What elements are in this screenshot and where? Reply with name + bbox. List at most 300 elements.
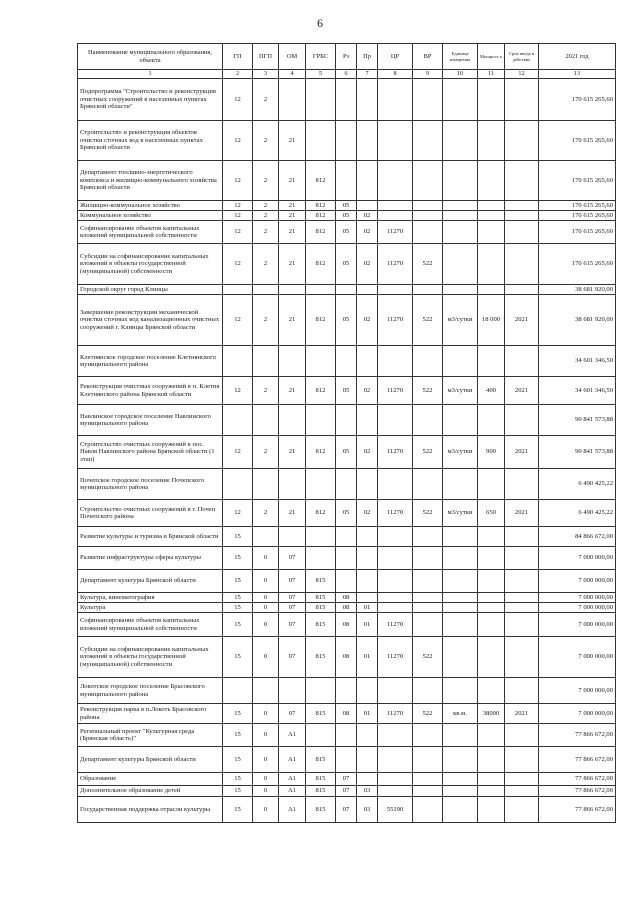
row-amount-cell: 38 681 920,00 (539, 295, 616, 346)
row-detail-cell (478, 346, 505, 377)
row-code-cell: 812 (306, 161, 336, 201)
index-cell: 4 (279, 70, 306, 79)
row-detail-cell: 650 (478, 500, 505, 527)
row-detail-cell: 2021 (505, 500, 539, 527)
index-cell: 8 (378, 70, 413, 79)
row-code-cell: 02 (357, 500, 378, 527)
row-amount-cell: 38 681 920,00 (539, 285, 616, 295)
table-row (78, 295, 616, 346)
table-row (78, 377, 616, 405)
row-code-cell (378, 121, 413, 161)
row-code-cell (336, 469, 357, 500)
row-code-cell: 07 (279, 603, 306, 613)
row-name-cell: Навлинское городское поселение Навлинского муниципального района (78, 405, 223, 436)
row-code-cell (357, 547, 378, 570)
row-code-cell (357, 469, 378, 500)
row-code-cell: 812 (306, 221, 336, 244)
row-amount-cell: 170 615 265,60 (539, 79, 616, 121)
row-amount-cell: 77 866 672,00 (539, 724, 616, 747)
table-row (78, 603, 616, 613)
row-detail-cell: 2021 (505, 295, 539, 346)
row-detail-cell (443, 797, 478, 823)
row-code-cell (413, 603, 443, 613)
row-code-cell: 815 (306, 747, 336, 773)
row-detail-cell: м3/сутки (443, 377, 478, 405)
row-code-cell (336, 121, 357, 161)
row-code-cell: 01 (357, 613, 378, 637)
row-code-cell (306, 527, 336, 547)
row-detail-cell (443, 613, 478, 637)
row-detail-cell: кв.м. (443, 704, 478, 724)
row-code-cell (378, 161, 413, 201)
row-code-cell: 07 (279, 613, 306, 637)
header-grbs: ГРБС (306, 44, 336, 70)
row-detail-cell (505, 201, 539, 211)
row-code-cell: 21 (279, 221, 306, 244)
row-amount-cell: 34 601 346,50 (539, 346, 616, 377)
row-code-cell (336, 79, 357, 121)
row-code-cell: 0 (253, 547, 279, 570)
row-code-cell: 02 (357, 436, 378, 469)
row-code-cell: 11270 (378, 377, 413, 405)
row-code-cell (357, 678, 378, 704)
row-detail-cell (505, 79, 539, 121)
row-code-cell: 0 (253, 637, 279, 678)
row-code-cell (378, 201, 413, 211)
row-detail-cell (505, 211, 539, 221)
row-code-cell (336, 161, 357, 201)
row-detail-cell (478, 613, 505, 637)
row-code-cell (378, 786, 413, 797)
row-code-cell: 522 (413, 436, 443, 469)
row-code-cell (413, 405, 443, 436)
row-detail-cell (478, 285, 505, 295)
row-code-cell: 05 (336, 211, 357, 221)
row-code-cell (378, 593, 413, 603)
row-code-cell (336, 747, 357, 773)
row-code-cell (306, 79, 336, 121)
row-code-cell: 21 (279, 201, 306, 211)
row-code-cell: A1 (279, 747, 306, 773)
row-detail-cell (443, 244, 478, 285)
row-detail-cell (505, 244, 539, 285)
row-code-cell (413, 527, 443, 547)
row-detail-cell: 2021 (505, 377, 539, 405)
row-amount-cell: 170 615 265,60 (539, 221, 616, 244)
row-code-cell: 2 (253, 161, 279, 201)
row-code-cell (413, 469, 443, 500)
row-code-cell: 11270 (378, 637, 413, 678)
page-number: 6 (317, 16, 323, 30)
table-body (78, 79, 616, 823)
row-code-cell: 05 (336, 377, 357, 405)
table-row (78, 121, 616, 161)
row-detail-cell: 2021 (505, 704, 539, 724)
table-row (78, 79, 616, 121)
row-code-cell (357, 405, 378, 436)
row-code-cell: 15 (223, 570, 253, 593)
header-capacity: Мощност ь (478, 44, 505, 70)
row-code-cell (223, 285, 253, 295)
row-code-cell: 522 (413, 637, 443, 678)
row-amount-cell: 90 841 573,88 (539, 405, 616, 436)
row-code-cell: 05 (336, 436, 357, 469)
row-code-cell (378, 79, 413, 121)
row-code-cell (336, 346, 357, 377)
row-detail-cell (505, 285, 539, 295)
row-code-cell (279, 527, 306, 547)
row-code-cell: 05 (336, 500, 357, 527)
row-name-cell: Жилищно-коммунальное хозяйство (78, 201, 223, 211)
row-code-cell: 12 (223, 244, 253, 285)
row-code-cell: 12 (223, 211, 253, 221)
row-code-cell: 02 (357, 244, 378, 285)
row-detail-cell: 2021 (505, 436, 539, 469)
row-code-cell: 15 (223, 547, 253, 570)
row-detail-cell (478, 469, 505, 500)
row-code-cell (336, 724, 357, 747)
row-detail-cell (505, 221, 539, 244)
table-row (78, 747, 616, 773)
row-detail-cell (505, 469, 539, 500)
row-code-cell: 815 (306, 613, 336, 637)
row-code-cell (378, 547, 413, 570)
row-code-cell: 0 (253, 704, 279, 724)
row-code-cell (223, 405, 253, 436)
row-detail-cell (478, 221, 505, 244)
row-code-cell: 2 (253, 79, 279, 121)
row-detail-cell (443, 527, 478, 547)
row-detail-cell (443, 678, 478, 704)
table-row (78, 797, 616, 823)
row-amount-cell: 7 000 000,00 (539, 603, 616, 613)
row-code-cell: 01 (357, 603, 378, 613)
row-code-cell (413, 79, 443, 121)
row-code-cell: 815 (306, 570, 336, 593)
row-code-cell: 05 (336, 201, 357, 211)
row-code-cell (413, 747, 443, 773)
row-code-cell (378, 527, 413, 547)
row-detail-cell (505, 613, 539, 637)
row-code-cell (378, 346, 413, 377)
row-code-cell: 815 (306, 704, 336, 724)
row-code-cell: 12 (223, 221, 253, 244)
row-detail-cell (478, 593, 505, 603)
row-code-cell: 15 (223, 786, 253, 797)
row-detail-cell (443, 786, 478, 797)
row-amount-cell: 7 000 000,00 (539, 637, 616, 678)
header-cr: ЦР (378, 44, 413, 70)
row-detail-cell (505, 547, 539, 570)
row-amount-cell: 170 615 265,60 (539, 121, 616, 161)
row-amount-cell: 7 000 000,00 (539, 613, 616, 637)
index-cell: 2 (223, 70, 253, 79)
row-code-cell (413, 570, 443, 593)
row-detail-cell (478, 797, 505, 823)
index-cell: 10 (443, 70, 478, 79)
row-code-cell: 11270 (378, 244, 413, 285)
row-detail-cell (478, 244, 505, 285)
row-code-cell: 15 (223, 527, 253, 547)
row-code-cell: 15 (223, 637, 253, 678)
header-name: Наименование муниципального образования, объекта (78, 44, 223, 70)
row-amount-cell: 170 615 265,60 (539, 161, 616, 201)
row-code-cell: 08 (336, 637, 357, 678)
row-detail-cell: м3/сутки (443, 436, 478, 469)
row-detail-cell (478, 724, 505, 747)
row-name-cell: Субсидии на софинансирование капитальных вложений в объекты государственной (муниципальной) собственности (78, 244, 223, 285)
row-code-cell: 2 (253, 121, 279, 161)
row-detail-cell (478, 79, 505, 121)
row-code-cell (223, 678, 253, 704)
row-code-cell: 11270 (378, 221, 413, 244)
row-code-cell: 2 (253, 201, 279, 211)
row-detail-cell (505, 570, 539, 593)
header-deadline: Срок ввода в действие (505, 44, 539, 70)
row-code-cell: 15 (223, 797, 253, 823)
row-code-cell (306, 285, 336, 295)
row-code-cell (336, 678, 357, 704)
row-amount-cell: 6 490 425,22 (539, 469, 616, 500)
row-code-cell (357, 285, 378, 295)
row-detail-cell (505, 678, 539, 704)
row-code-cell: A1 (279, 724, 306, 747)
row-code-cell (253, 469, 279, 500)
index-cell: 13 (539, 70, 616, 79)
row-code-cell (279, 79, 306, 121)
row-code-cell: 07 (279, 547, 306, 570)
index-cell: 6 (336, 70, 357, 79)
row-code-cell: 522 (413, 295, 443, 346)
row-code-cell (378, 211, 413, 221)
row-code-cell (357, 201, 378, 211)
table-row (78, 500, 616, 527)
row-code-cell: 12 (223, 79, 253, 121)
row-code-cell: 11270 (378, 436, 413, 469)
row-code-cell (279, 346, 306, 377)
row-code-cell: 812 (306, 436, 336, 469)
row-detail-cell (443, 593, 478, 603)
row-detail-cell: м3/сутки (443, 295, 478, 346)
row-code-cell: 03 (357, 797, 378, 823)
row-code-cell (413, 593, 443, 603)
table-row (78, 593, 616, 603)
row-code-cell: 815 (306, 593, 336, 603)
row-detail-cell (443, 469, 478, 500)
row-code-cell (253, 678, 279, 704)
row-code-cell (336, 547, 357, 570)
row-detail-cell (443, 161, 478, 201)
row-code-cell: 15 (223, 603, 253, 613)
row-code-cell: 0 (253, 570, 279, 593)
row-code-cell (413, 201, 443, 211)
row-detail-cell: 18 000 (478, 295, 505, 346)
row-amount-cell: 77 866 672,00 (539, 786, 616, 797)
row-code-cell: 12 (223, 121, 253, 161)
row-amount-cell: 84 866 672,00 (539, 527, 616, 547)
row-code-cell: 815 (306, 797, 336, 823)
row-code-cell (413, 613, 443, 637)
table-row (78, 211, 616, 221)
row-detail-cell (478, 747, 505, 773)
row-detail-cell (505, 747, 539, 773)
table-row (78, 244, 616, 285)
row-code-cell: A1 (279, 797, 306, 823)
row-code-cell: 12 (223, 201, 253, 211)
row-code-cell: 02 (357, 221, 378, 244)
index-cell: 1 (78, 70, 223, 79)
row-code-cell: 0 (253, 593, 279, 603)
row-code-cell: 15 (223, 593, 253, 603)
row-code-cell (413, 786, 443, 797)
row-code-cell (413, 211, 443, 221)
row-code-cell: 12 (223, 161, 253, 201)
row-name-cell: Департамент топливно-энергетического комплекса и жилищно-коммунального хозяйства Брянской области (78, 161, 223, 201)
row-detail-cell (478, 161, 505, 201)
index-row (78, 70, 616, 79)
row-detail-cell (443, 79, 478, 121)
row-name-cell: Региональный проект "Культурная среда (Брянская область)" (78, 724, 223, 747)
table-row (78, 405, 616, 436)
row-code-cell (413, 773, 443, 786)
table-row (78, 285, 616, 295)
row-code-cell: 0 (253, 747, 279, 773)
row-code-cell (378, 747, 413, 773)
row-amount-cell: 170 615 265,60 (539, 244, 616, 285)
row-code-cell (253, 285, 279, 295)
row-detail-cell (505, 773, 539, 786)
row-code-cell (413, 221, 443, 244)
row-code-cell: 522 (413, 704, 443, 724)
header-om: ОМ (279, 44, 306, 70)
row-code-cell: 03 (357, 786, 378, 797)
row-code-cell: 21 (279, 161, 306, 201)
row-code-cell: 11270 (378, 295, 413, 346)
index-cell: 9 (413, 70, 443, 79)
row-name-cell: Софинансирование объектов капитальных вложений муниципальной собственности (78, 613, 223, 637)
index-cell: 11 (478, 70, 505, 79)
header-pgp: ПГП (253, 44, 279, 70)
row-code-cell (378, 603, 413, 613)
row-detail-cell (505, 121, 539, 161)
row-code-cell (413, 121, 443, 161)
row-code-cell: 05 (336, 244, 357, 285)
row-code-cell (357, 79, 378, 121)
table-row (78, 469, 616, 500)
row-code-cell (378, 285, 413, 295)
row-code-cell (357, 570, 378, 593)
row-code-cell (223, 469, 253, 500)
row-detail-cell (505, 603, 539, 613)
row-amount-cell: 6 490 425,22 (539, 500, 616, 527)
row-code-cell (413, 346, 443, 377)
row-code-cell (357, 773, 378, 786)
table-row (78, 773, 616, 786)
row-code-cell: 21 (279, 211, 306, 221)
row-detail-cell (505, 797, 539, 823)
row-amount-cell: 90 841 573,88 (539, 436, 616, 469)
row-name-cell: Культура, кинематография (78, 593, 223, 603)
row-detail-cell (505, 405, 539, 436)
row-code-cell: 21 (279, 244, 306, 285)
row-code-cell (306, 405, 336, 436)
row-code-cell: 812 (306, 500, 336, 527)
header-row (78, 44, 616, 70)
row-code-cell (279, 285, 306, 295)
row-code-cell: 2 (253, 500, 279, 527)
row-code-cell (413, 547, 443, 570)
row-detail-cell (505, 161, 539, 201)
row-detail-cell (478, 603, 505, 613)
index-cell: 7 (357, 70, 378, 79)
row-code-cell: 0 (253, 613, 279, 637)
row-name-cell: Культура (78, 603, 223, 613)
row-code-cell (378, 570, 413, 593)
row-code-cell: 07 (279, 593, 306, 603)
row-code-cell: 12 (223, 377, 253, 405)
row-code-cell: 815 (306, 773, 336, 786)
row-detail-cell (478, 211, 505, 221)
row-detail-cell (443, 547, 478, 570)
row-code-cell (357, 747, 378, 773)
row-code-cell: 15 (223, 747, 253, 773)
row-code-cell (378, 773, 413, 786)
row-code-cell: 15 (223, 704, 253, 724)
row-code-cell: 08 (336, 704, 357, 724)
row-code-cell (223, 346, 253, 377)
row-detail-cell (478, 786, 505, 797)
row-name-cell: Дополнительное образование детей (78, 786, 223, 797)
row-code-cell: A1 (279, 773, 306, 786)
row-amount-cell: 34 601 346,50 (539, 377, 616, 405)
row-amount-cell: 77 866 672,00 (539, 773, 616, 786)
row-amount-cell: 7 000 000,00 (539, 547, 616, 570)
row-code-cell: 07 (279, 637, 306, 678)
row-code-cell: 2 (253, 436, 279, 469)
row-name-cell: Департамент культуры Брянской области (78, 570, 223, 593)
row-amount-cell: 170 615 265,60 (539, 201, 616, 211)
row-code-cell (413, 797, 443, 823)
table-row (78, 786, 616, 797)
row-code-cell: 0 (253, 797, 279, 823)
row-detail-cell (505, 724, 539, 747)
row-detail-cell (443, 121, 478, 161)
row-code-cell: 02 (357, 295, 378, 346)
row-code-cell: 2 (253, 244, 279, 285)
row-code-cell: 21 (279, 377, 306, 405)
row-code-cell (306, 469, 336, 500)
row-code-cell: 01 (357, 704, 378, 724)
row-name-cell: Клетнянское городское поселение Клетнянского муниципального района (78, 346, 223, 377)
row-code-cell: 21 (279, 121, 306, 161)
row-code-cell (306, 678, 336, 704)
row-code-cell: 12 (223, 295, 253, 346)
row-code-cell (279, 469, 306, 500)
table-row (78, 678, 616, 704)
row-code-cell (306, 724, 336, 747)
row-code-cell: 12 (223, 500, 253, 527)
row-code-cell: 08 (336, 603, 357, 613)
row-code-cell: 55190 (378, 797, 413, 823)
row-code-cell: 21 (279, 436, 306, 469)
row-name-cell: Строительство и реконструкция объектов очистки сточных вод в населенных пунктах Брянской области (78, 121, 223, 161)
row-code-cell: 0 (253, 603, 279, 613)
row-amount-cell: 77 866 672,00 (539, 747, 616, 773)
row-name-cell: Строительство очистных сооружений в г. Почеп Почепского района (78, 500, 223, 527)
row-amount-cell: 170 615 265,60 (539, 211, 616, 221)
row-name-cell: Коммунальное хозяйство (78, 211, 223, 221)
row-name-cell: Почепское городское поселение Почепского муниципального района (78, 469, 223, 500)
